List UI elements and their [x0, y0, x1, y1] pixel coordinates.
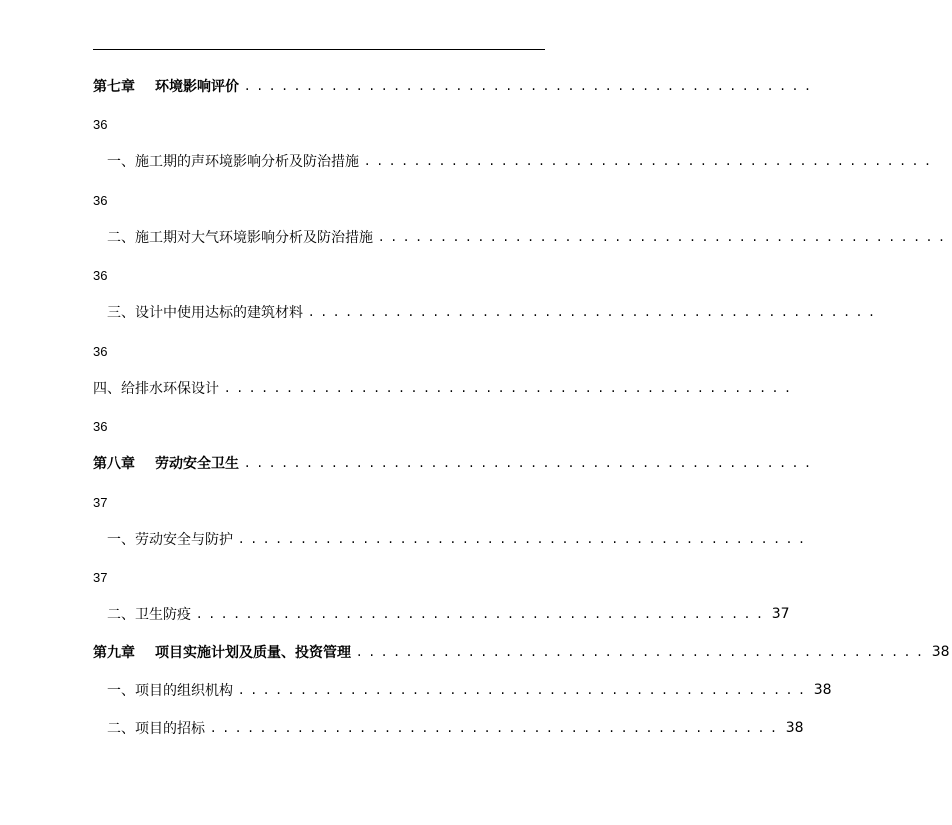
toc-section-7-2[interactable] — [93, 226, 952, 248]
toc-page-number: 36 — [93, 268, 108, 283]
section-title: 三、设计中使用达标的建筑材料 — [107, 305, 303, 321]
dot-leader: .............................................. — [245, 78, 818, 94]
toc-page-number: 37 — [771, 606, 790, 622]
dot-leader: .............................................. — [239, 682, 812, 698]
dot-leader: .............................................. — [365, 153, 938, 169]
toc-page-number: 37 — [93, 495, 108, 510]
toc-page-number: 38 — [813, 682, 832, 698]
toc-page-number: 36 — [93, 193, 108, 208]
chapter-title: 项目实施计划及质量、投资管理 — [155, 645, 351, 661]
dot-leader: .............................................. — [357, 644, 930, 660]
dot-leader: .............................................. — [379, 229, 952, 245]
chapter-number: 第九章 — [93, 645, 135, 661]
toc-page-number: 38 — [931, 644, 950, 660]
toc-page-number: 36 — [93, 419, 108, 434]
chapter-title: 环境影响评价 — [155, 79, 239, 95]
toc-section-7-4[interactable] — [93, 377, 798, 399]
dot-leader: .............................................. — [225, 380, 798, 396]
dot-leader: .............................................. — [245, 455, 818, 471]
chapter-number: 第七章 — [93, 79, 135, 95]
toc-section-7-3[interactable] — [93, 301, 882, 323]
section-title: 一、施工期的声环境影响分析及防治措施 — [107, 154, 359, 170]
dot-leader: .............................................. — [239, 531, 812, 547]
chapter-title: 劳动安全卫生 — [155, 456, 239, 472]
toc-chapter-7[interactable] — [93, 75, 818, 97]
dot-leader: .............................................. — [309, 304, 882, 320]
dot-leader: .............................................. — [211, 720, 784, 736]
section-title: 二、施工期对大气环境影响分析及防治措施 — [107, 230, 373, 246]
toc-page-number: 37 — [93, 570, 108, 585]
toc-section-8-2[interactable] — [93, 603, 790, 625]
toc-section-7-1[interactable] — [93, 150, 938, 172]
section-title: 一、项目的组织机构 — [107, 683, 233, 699]
toc-page-number: 36 — [93, 344, 108, 359]
toc-section-9-2[interactable] — [93, 717, 804, 739]
toc-section-8-1[interactable] — [93, 528, 812, 550]
dot-leader: .............................................. — [197, 606, 770, 622]
section-title: 四、给排水环保设计 — [93, 381, 219, 397]
toc-chapter-8[interactable] — [93, 452, 818, 474]
section-title: 一、劳动安全与防护 — [107, 532, 233, 548]
toc-chapter-9[interactable] — [93, 641, 950, 663]
section-title: 二、项目的招标 — [107, 721, 205, 737]
header-rule — [93, 49, 545, 50]
toc-page-number: 36 — [93, 117, 108, 132]
toc-page-number: 38 — [785, 720, 804, 736]
section-title: 二、卫生防疫 — [107, 607, 191, 623]
chapter-number: 第八章 — [93, 456, 135, 472]
toc-section-9-1[interactable] — [93, 679, 832, 701]
